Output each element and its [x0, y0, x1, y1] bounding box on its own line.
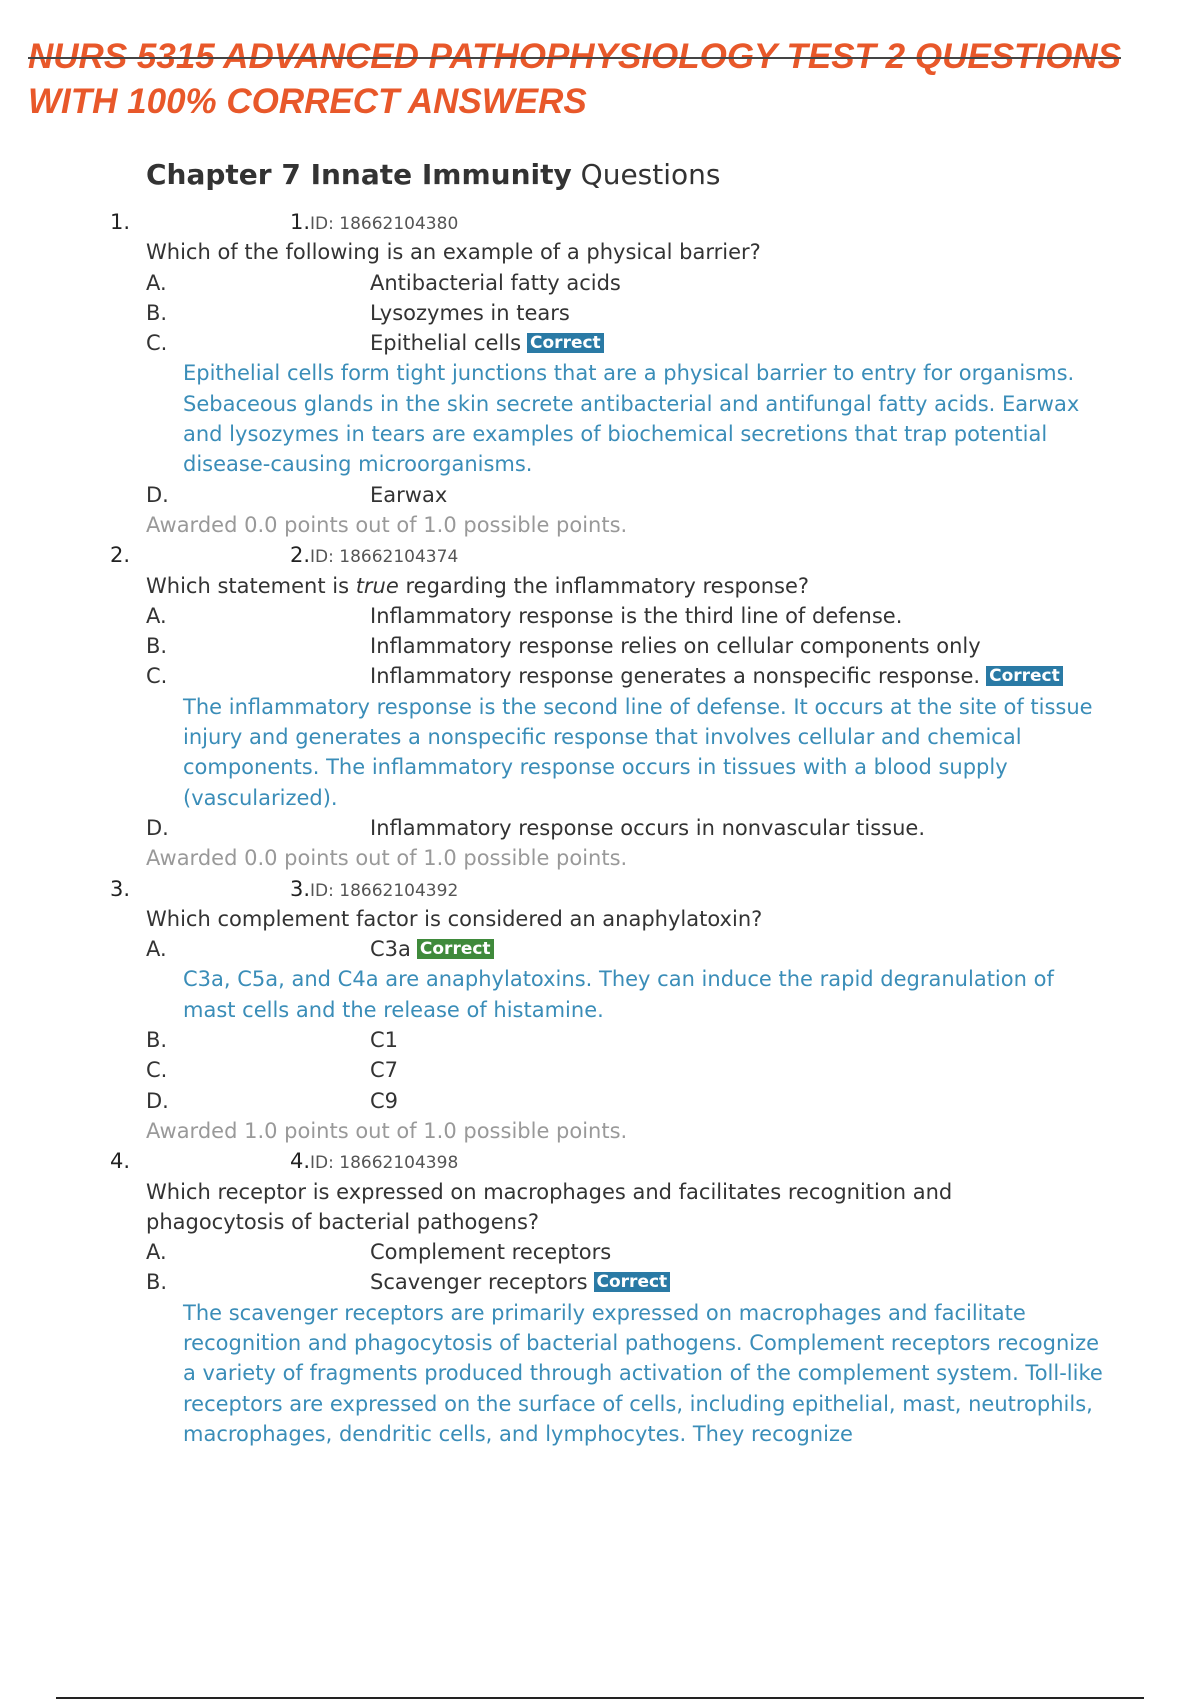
question-stem: Which complement factor is considered an anaphylatoxin?	[146, 906, 763, 931]
page-footer-rule	[56, 1697, 1144, 1699]
correct-badge: Correct	[417, 939, 494, 959]
option-letter: C.	[146, 331, 168, 356]
question-number: 4.	[110, 1149, 131, 1174]
option-text: Inflammatory response generates a nonspecific response.	[370, 664, 981, 689]
rationale-text: Epithelial cells form tight junctions that are a physical barrier to entry for organisms. Sebaceous glands in the skin secrete antibacterial and antifungal fatty acids. Earwax and lysozymes in tears are examples of biochemical secretions that trap potential disease-causing microorganisms.	[183, 361, 1080, 477]
option-text: Inflammatory response occurs in nonvascular tissue.	[370, 815, 926, 840]
option-text: Inflammatory response relies on cellular components only	[370, 634, 981, 659]
chapter-heading	[146, 158, 721, 191]
question-header	[0, 1146, 1200, 1176]
question-id: 4.ID: 18662104398	[290, 1149, 459, 1174]
answer-option[interactable]	[0, 1237, 1200, 1267]
option-letter: B.	[146, 634, 168, 659]
option-text: Scavenger receptors	[370, 1270, 588, 1295]
answer-option[interactable]	[0, 328, 1200, 358]
question-stem-continued: phagocytosis of bacterial pathogens?	[146, 1209, 540, 1234]
option-text: C1	[370, 1028, 399, 1053]
question-id: 1.ID: 18662104380	[290, 210, 459, 234]
option-letter: B.	[146, 1028, 168, 1053]
answer-option[interactable]	[0, 1055, 1200, 1085]
option-text: C3a	[370, 937, 411, 962]
awarded-points: Awarded 1.0 points out of 1.0 possible points.	[146, 1118, 628, 1143]
answer-option[interactable]	[0, 661, 1200, 691]
answer-option[interactable]	[0, 631, 1200, 661]
question-header	[0, 874, 1200, 904]
option-text: C9	[370, 1088, 399, 1113]
awarded-points: Awarded 0.0 points out of 1.0 possible points.	[146, 512, 628, 537]
question-stem: Which statement is true regarding the inflammatory response?	[146, 573, 810, 598]
awarded-points: Awarded 0.0 points out of 1.0 possible points.	[146, 846, 628, 871]
answer-option[interactable]	[0, 813, 1200, 843]
answer-option[interactable]	[0, 480, 1200, 510]
option-letter: D.	[146, 482, 169, 507]
question-number: 1.	[110, 210, 131, 234]
chapter-subtitle: Questions	[580, 158, 721, 191]
question-stem: Which of the following is an example of a physical barrier?	[146, 240, 761, 265]
title-line-1: NURS 5315 ADVANCED PATHOPHYSIOLOGY TEST 2 QUESTIONS	[28, 37, 1121, 76]
question-id: 2.ID: 18662104374	[290, 543, 459, 568]
question-id: 3.ID: 18662104392	[290, 876, 459, 901]
answer-option[interactable]	[0, 1025, 1200, 1055]
rationale-text: The inflammatory response is the second line of defense. It occurs at the site of tissue injury and generates a nonspecific response that involves cellular and chemical components. The inflammatory response occurs in tissues with a blood supply (vascularized).	[183, 694, 1093, 810]
correct-badge: Correct	[594, 1272, 671, 1292]
question-number: 3.	[110, 876, 131, 901]
title-line-2: WITH 100% CORRECT ANSWERS	[28, 82, 587, 121]
answer-option[interactable]	[0, 298, 1200, 328]
option-text: C7	[370, 1058, 399, 1083]
option-text: Complement receptors	[370, 1240, 612, 1265]
option-letter: A.	[146, 937, 167, 962]
option-text: Epithelial cells	[370, 331, 522, 356]
option-letter: B.	[146, 1270, 168, 1295]
question-header	[0, 540, 1200, 570]
option-letter: C.	[146, 664, 168, 689]
option-letter: A.	[146, 270, 167, 295]
chapter-title: Chapter 7 Innate Immunity	[146, 158, 572, 191]
option-letter: C.	[146, 1058, 168, 1083]
question-stem: Which receptor is expressed on macrophages and facilitates recognition and	[146, 1179, 953, 1204]
answer-option[interactable]	[0, 1086, 1200, 1116]
answer-option[interactable]	[0, 268, 1200, 298]
question-number: 2.	[110, 543, 131, 568]
rationale-text: C3a, C5a, and C4a are anaphylatoxins. They can induce the rapid degranulation of mast cells and the release of histamine.	[183, 967, 1054, 1022]
document-title	[28, 34, 1178, 124]
option-text: Lysozymes in tears	[370, 300, 570, 325]
answer-option[interactable]	[0, 1267, 1200, 1297]
option-letter: B.	[146, 300, 168, 325]
rationale-text: The scavenger receptors are primarily expressed on macrophages and facilitate recognition and phagocytosis of bacterial pathogens. Complement receptors recognize a variety of fragments produced through activation of the complement system. Toll-like receptors are expressed on the surface of cells, including epithelial, mast, neutrophils, macrophages, dendritic cells, and lymphocytes. They recognize	[183, 1300, 1103, 1446]
option-text: Earwax	[370, 482, 448, 507]
correct-badge: Correct	[986, 666, 1063, 686]
option-letter: A.	[146, 603, 167, 628]
option-letter: D.	[146, 815, 169, 840]
answer-option[interactable]	[0, 601, 1200, 631]
option-text: Inflammatory response is the third line of defense.	[370, 603, 903, 628]
answer-option[interactable]	[0, 934, 1200, 964]
option-text: Antibacterial fatty acids	[370, 270, 621, 295]
question-header	[0, 207, 1200, 237]
question-list	[0, 207, 1200, 1449]
option-letter: A.	[146, 1240, 167, 1265]
correct-badge: Correct	[527, 333, 604, 353]
option-letter: D.	[146, 1088, 169, 1113]
